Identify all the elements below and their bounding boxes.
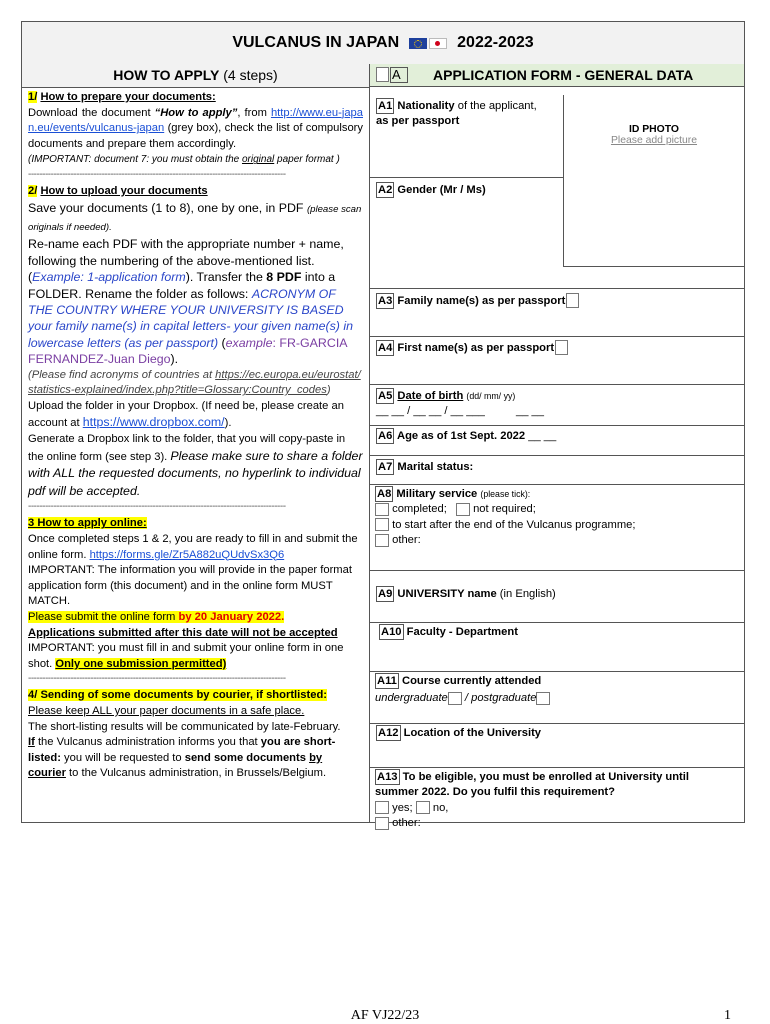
form-year: 2022-2023	[457, 34, 534, 51]
label-marital-status: A7 Marital status:	[378, 461, 474, 473]
military-not-required-checkbox[interactable]	[456, 503, 470, 516]
undergraduate-checkbox[interactable]	[448, 692, 462, 705]
step3-match: IMPORTANT: The information you will provide in the paper format application form (this document) and in the online form MUST MATCH.	[28, 564, 352, 608]
form-title: VULCANUS IN JAPAN	[232, 34, 400, 51]
country-codes-link[interactable]: https://ec.europa.eu/eurostat/statistics-explained/index.php?title=Glossary:Country_codes	[28, 368, 361, 397]
step2-folder: (Example: 1-application form). Transfer the 8 PDF into a FOLDER. Rename the folder as follows: ACRONYM OF THE COUNTRY WHERE YOUR UNIVERSITY IS BASED your family name(s) in capital letters- your given name(s) in lowercase letters (as per passport) (example: FR-GARCIA FERNANDEZ-Juan Diego).	[28, 270, 354, 367]
id-photo-box[interactable]	[563, 95, 744, 267]
military-other-checkbox[interactable]	[375, 534, 389, 547]
step3-oneshot: IMPORTANT: you must fill in and submit your online form in one shot. Only one submission permitted)	[28, 642, 344, 670]
online-form-link[interactable]: https://forms.gle/Zr5A882uQUdvSx3Q6	[89, 548, 285, 561]
eligible-other-checkbox[interactable]	[375, 817, 389, 830]
step3-deadline: Please submit the online form by 20 January 2022.	[28, 610, 285, 623]
step1-text: Download the document “How to apply”, from http://www.eu-japan.eu/events/vulcanus-japan (grey box), check the list of compulsory documents and prepare them accordingly.	[28, 106, 363, 150]
dropbox-link[interactable]: https://www.dropbox.com/	[82, 415, 225, 430]
step2-save: Save your documents (1 to 8), one by one, in PDF (please scan originals if needed).	[28, 200, 362, 233]
step3-title: 3 How to apply online:	[28, 517, 147, 530]
step1-title: 1/ How to prepare your documents:	[28, 91, 216, 103]
page-number: 1	[724, 1008, 731, 1023]
postgraduate-checkbox[interactable]	[536, 692, 550, 705]
eligible-no-checkbox[interactable]	[416, 801, 430, 814]
eu-flag-icon	[409, 38, 427, 49]
step4-title: 4/ Sending of some documents by courier, if shortlisted:	[28, 689, 328, 702]
label-age: A6 Age as of 1st Sept. 2022 __ __	[378, 430, 557, 442]
form-frame	[21, 21, 745, 830]
form-title-bar	[22, 22, 744, 65]
step2-dropbox: Upload the folder in your Dropbox. (If need be, please create an account at https://www.dropbox.com/).	[28, 399, 344, 430]
military-service-block: A8 Military service (please tick): completed; not required; to start after the end of the Vulcanus programme; other:	[377, 488, 636, 547]
military-completed-checkbox[interactable]	[375, 503, 389, 516]
application-form-column	[370, 64, 744, 830]
step1-note: (IMPORTANT: document 7: you must obtain the original paper format )	[28, 154, 340, 166]
japan-flag-icon	[429, 38, 447, 49]
section-checkbox[interactable]	[376, 67, 389, 82]
divider: -------------------------------------------------------------------------------------------	[28, 502, 286, 513]
military-after-programme-checkbox[interactable]	[375, 518, 389, 531]
step4-results: The short-listing results will be communicated by late-February.	[28, 720, 341, 733]
step2-share: Generate a Dropbox link to the folder, that you will copy-paste in the online form (see step 3). Please make sure to share a folder with ALL the requested documents, no hyperlink to individual pdf will be accepted.	[28, 433, 363, 498]
eligible-yes-checkbox[interactable]	[375, 801, 389, 814]
step2-acronyms: (Please find acronyms of countries at https://ec.europa.eu/eurostat/statistics-explained/index.php?title=Glossary:Country_codes)	[28, 368, 361, 397]
step4-keep: Please keep ALL your paper documents in a safe place.	[28, 704, 305, 717]
vulcanus-japan-link[interactable]: http://www.eu-japan.eu/events/vulcanus-japan	[28, 106, 363, 135]
how-to-apply-heading: HOW TO APPLY (4 steps)	[22, 64, 369, 88]
divider: -------------------------------------------------------------------------------------------	[28, 169, 286, 180]
label-university: A9 UNIVERSITY name (in English)	[378, 588, 556, 600]
step3-late: Applications submitted after this date will not be accepted	[28, 626, 338, 639]
field-gender[interactable]	[370, 177, 563, 178]
step3-intro: Once completed steps 1 & 2, you are ready to fill in and submit the online form. https://forms.gle/Zr5A882uQUdvSx3Q6	[28, 532, 358, 561]
divider: -------------------------------------------------------------------------------------------	[28, 674, 286, 685]
label-date-of-birth: A5 Date of birth (dd/ mm/ yy) __ __ / __ __ / __ ___ __ __	[376, 390, 544, 417]
step4-courier: If the Vulcanus administration informs you that you are short-listed: you will be requested to send some documents by courier to the Vulcanus administration, in Brussels/Belgium.	[28, 736, 336, 780]
label-nationality: A1 Nationality of the applicant, as per passport	[376, 100, 537, 127]
course-block: A11 Course currently attended undergraduate / postgraduate	[375, 673, 550, 707]
section-title: APPLICATION FORM - GENERAL DATA	[433, 67, 694, 83]
how-to-apply-column	[22, 64, 370, 822]
label-family-name: A3 Family name(s) as per passport	[376, 293, 579, 309]
section-letter: A	[390, 67, 408, 83]
add-picture-link[interactable]: Please add picture	[610, 135, 698, 146]
label-gender: A2 Gender (Mr / Ms)	[378, 184, 486, 196]
eligibility-block: A13 To be eligible, you must be enrolled at University until summer 2022. Do you fulfil this requirement? yes; no, other:	[375, 771, 690, 830]
step2-rename: Re-name each PDF with the appropriate number + name, following the numbering of the above-mentioned list.	[28, 237, 344, 268]
label-university-location: A12 Location of the University	[378, 727, 542, 739]
label-first-name: A4 First name(s) as per passport	[376, 340, 568, 356]
id-photo-label: ID PHOTO	[628, 124, 680, 135]
section-a-header	[370, 64, 744, 87]
label-faculty: A10 Faculty - Department	[381, 626, 518, 638]
step2-title: 2/ How to upload your documents	[28, 184, 208, 197]
document-code: AF VJ22/23	[350, 1008, 420, 1023]
